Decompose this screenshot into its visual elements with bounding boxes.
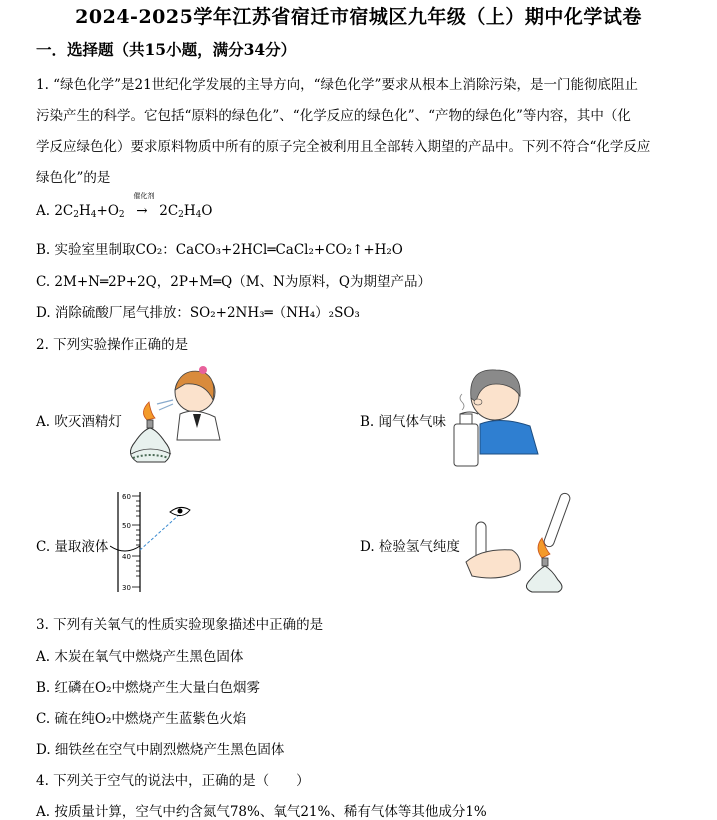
- q1-line-1: 1. “绿色化学”是21世纪化学发展的主导方向，“绿色化学”要求从根本上消除污染，是一门能彻底阻止: [36, 77, 638, 93]
- q1-line-3: 学反应绿色化）要求原料物质中所有的原子完全被利用且全部转入期望的产品中。下列不符合“化学反应: [36, 139, 651, 155]
- q2-option-c: C. 量取液体: [36, 539, 109, 555]
- tick-50: 50: [122, 522, 131, 530]
- q2-option-a: A. 吹灭酒精灯: [36, 414, 122, 430]
- q4-option-a: A. 按质量计算，空气中约含氮气78%、氧气21%、稀有气体等其他成分1%: [36, 804, 487, 820]
- page-title: 2024-2025学年江苏省宿迁市宿城区九年级（上）期中化学试卷: [75, 6, 642, 28]
- tick-40: 40: [122, 553, 131, 561]
- q1-option-c: C. 2M+N═2P+2Q，2P+M═Q（M、N为原料，Q为期望产品）: [36, 274, 431, 290]
- q1-line-2: 污染产生的科学。它包括“原料的绿色化”、“化学反应的绿色化”、“产物的绿色化”等内容，其中（化: [36, 108, 631, 124]
- catalyst-arrow: 催化剂 →: [129, 203, 155, 219]
- smell-gas-figure: [450, 362, 542, 472]
- q2-option-b: B. 闻气体气味: [360, 414, 447, 430]
- q3-option-a: A. 木炭在氧气中燃烧产生黑色固体: [36, 649, 244, 665]
- q4-stem: 4. 下列关于空气的说法中，正确的是（ ）: [36, 773, 310, 789]
- hydrogen-purity-figure: [462, 490, 582, 595]
- q3-option-c: C. 硫在纯O₂中燃烧产生蓝紫色火焰: [36, 711, 247, 727]
- measuring-cylinder-figure: [110, 490, 200, 595]
- q2-stem: 2. 下列实验操作正确的是: [36, 337, 189, 353]
- tick-30: 30: [122, 584, 131, 592]
- section-heading: 一．选择题（共15小题，满分34分）: [36, 40, 297, 59]
- q1-a-suffix: 2C: [159, 203, 179, 219]
- q3-option-d: D. 细铁丝在空气中剧烈燃烧产生黑色固体: [36, 742, 285, 758]
- q1-option-a: A. $2C_2H_4+O_2$ 催化剂 → $2C_2H_4O$: [36, 192, 213, 220]
- q3-option-b: B. 红磷在O₂中燃烧产生大量白色烟雾: [36, 680, 260, 696]
- q1-option-b: B. 实验室里制取CO₂：CaCO₃+2HCl═CaCl₂+CO₂↑+H₂O: [36, 242, 403, 258]
- catalyst-label: 催化剂: [133, 192, 155, 200]
- q3-stem: 3. 下列有关氧气的性质实验现象描述中正确的是: [36, 617, 324, 633]
- q1-a-prefix: A. 2C: [36, 203, 74, 219]
- q1-option-d: D. 消除硫酸厂尾气排放：SO₂+2NH₃═（NH₄）₂SO₃: [36, 305, 360, 321]
- tick-60: 60: [122, 493, 131, 501]
- q1-line-4: 绿色化”的是: [36, 170, 111, 186]
- q2-option-d: D. 检验氢气纯度: [360, 539, 460, 555]
- blow-out-lamp-figure: [125, 362, 235, 472]
